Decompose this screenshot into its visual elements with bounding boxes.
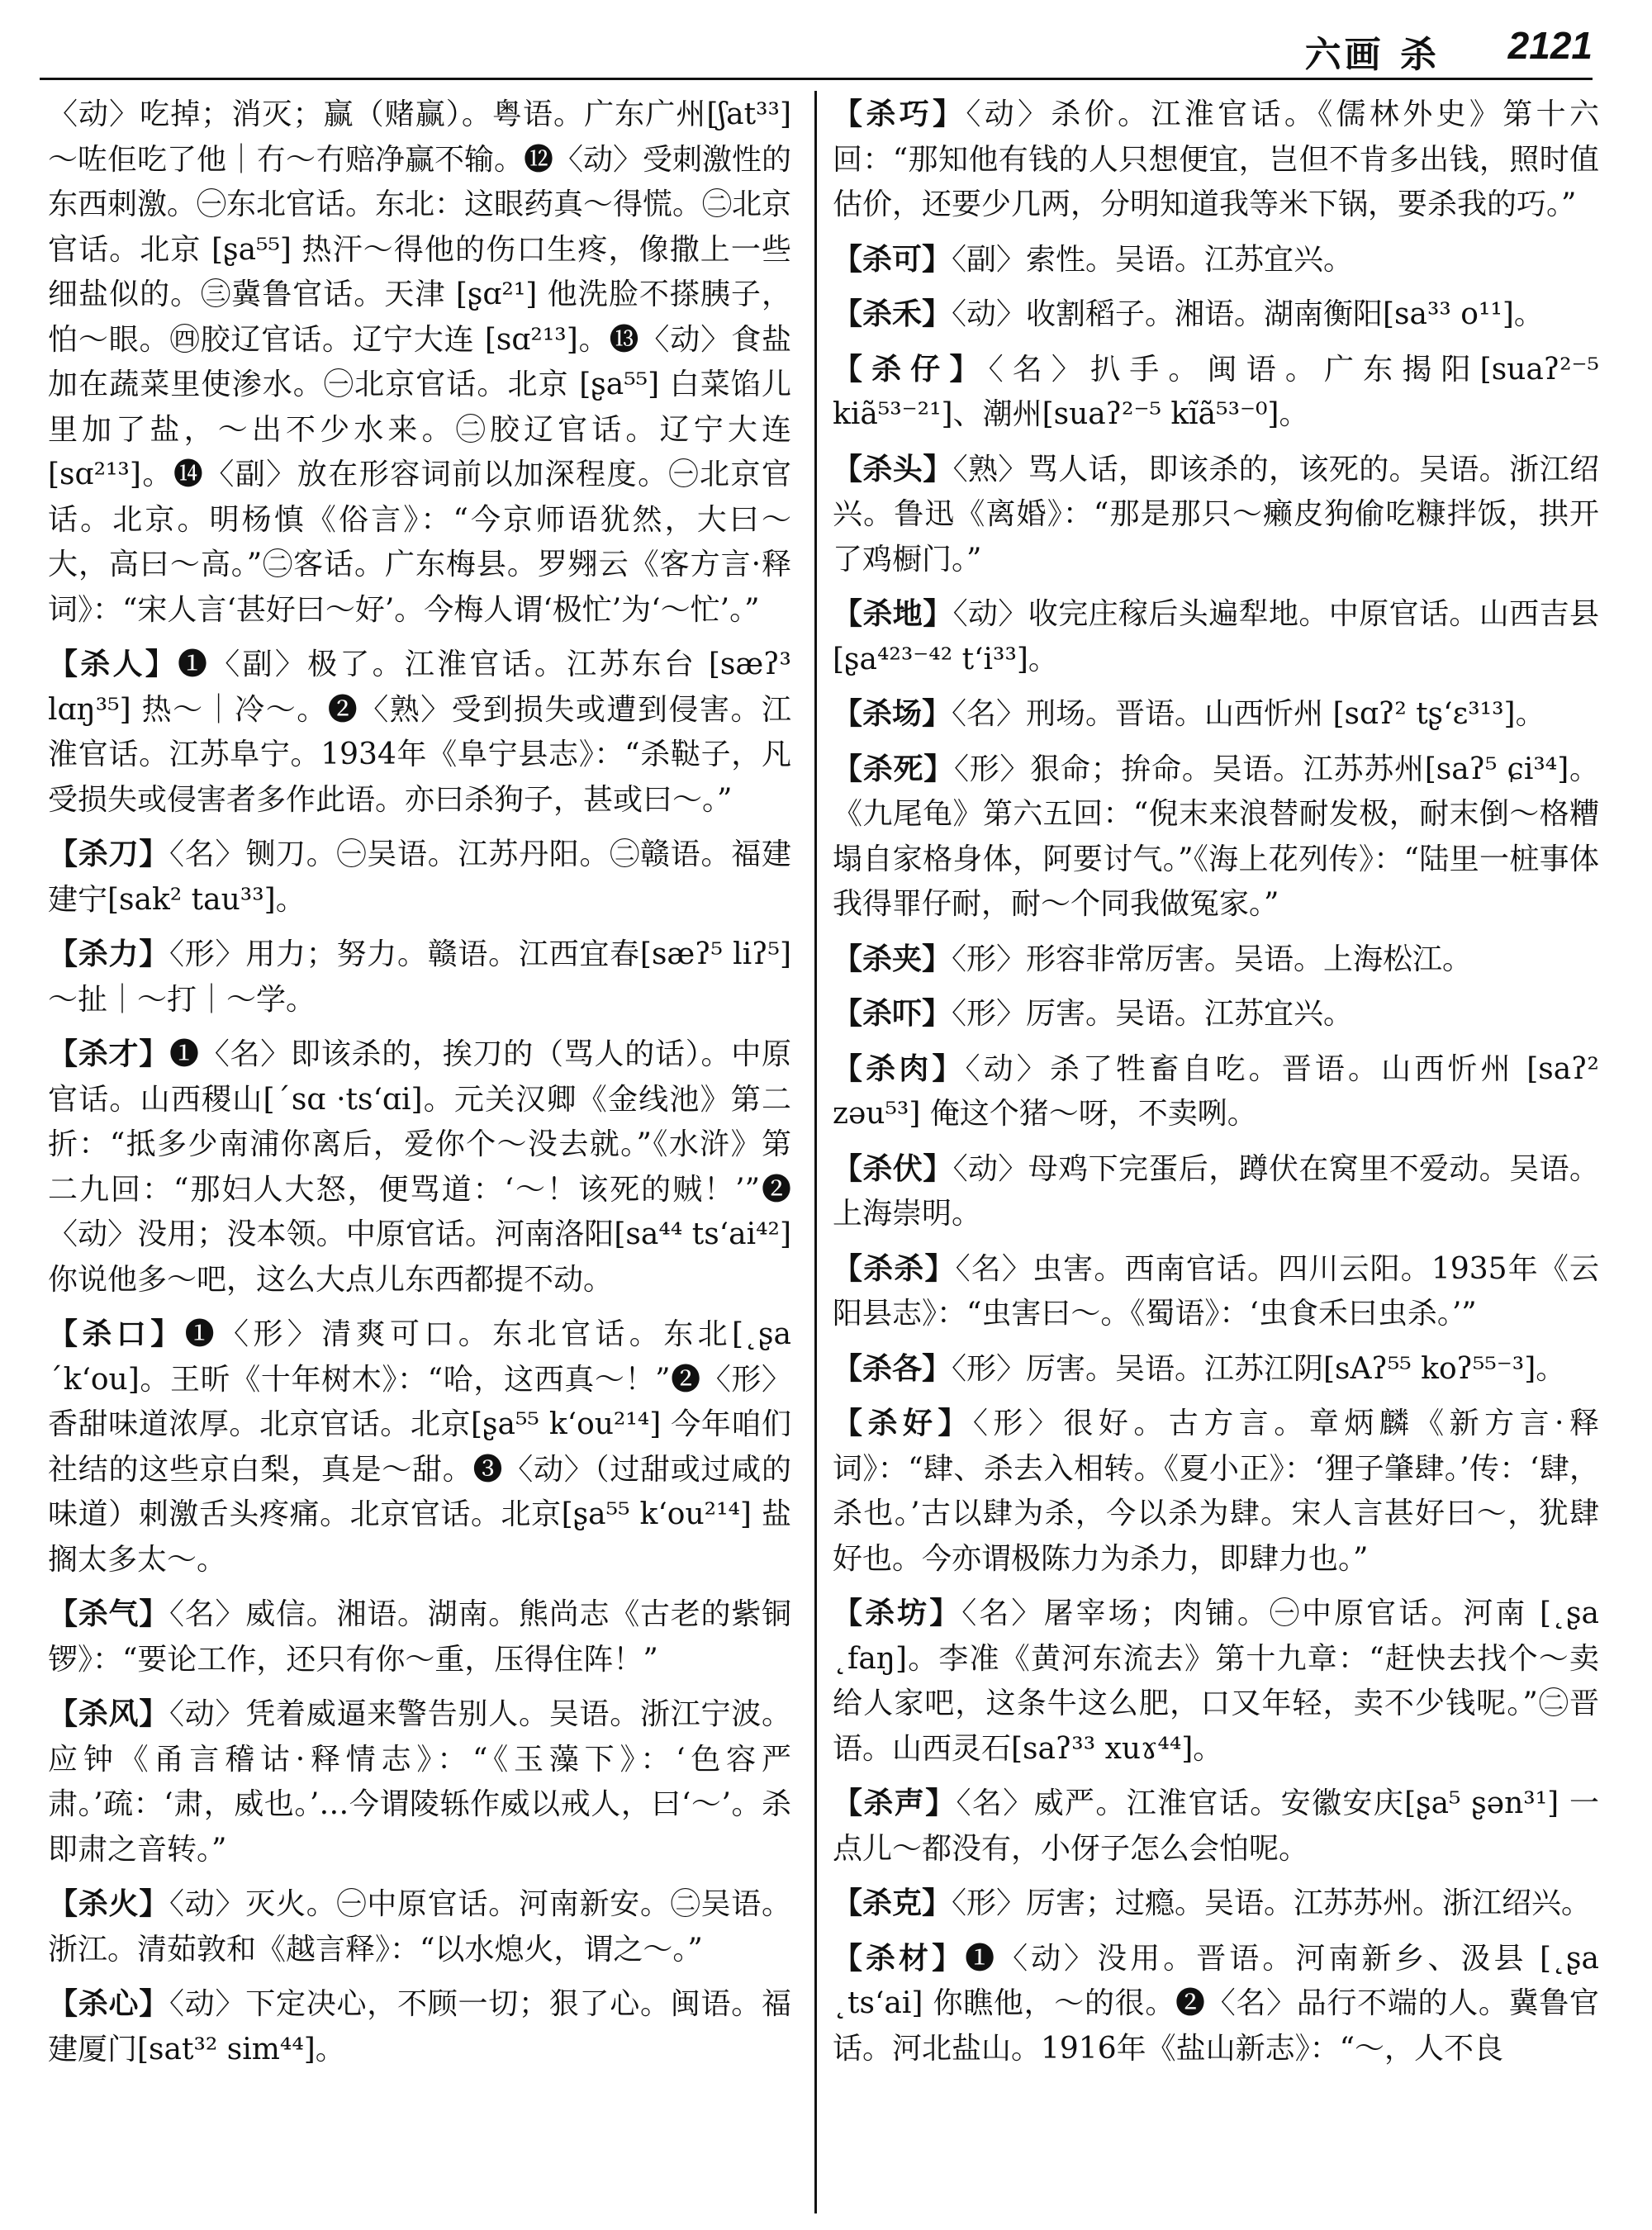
entry-text: 〈动〉凭着威逼来警告别人。吴语。浙江宁波。应钟《甬言稽诂·释情志》：“《玉藻下》：‘色容严肃。’疏：‘肃，威也。’…今谓陵轹作威以戒人，曰‘～’。杀即肃之音转。” xyxy=(48,1697,791,1867)
left-column xyxy=(48,93,791,2215)
dictionary-entry xyxy=(48,1982,791,2072)
entry-text: 〈名〉虫害。西南官话。四川云阳。1935年《云阳县志》：“虫害曰～。《蜀语》：‘虫食禾曰虫杀。’” xyxy=(833,1251,1599,1331)
entry-headword: 【杀仔】 xyxy=(833,352,989,387)
entry-headword: 【杀吓】 xyxy=(833,997,952,1031)
dictionary-entry xyxy=(48,643,791,823)
entry-text: 〈动〉灭火。㊀中原官话。河南新安。㊁吴语。浙江。清茹敦和《越言释》：“以水熄火，谓之～。” xyxy=(48,1887,791,1967)
entry-text: 〈名〉威信。湘语。湖南。熊尚志《古老的紫铜锣》：“要论工作，还只有你～重，压得住阵！” xyxy=(48,1597,791,1677)
entry-text: 〈动〉收割稻子。湘语。湖南衡阳[sa³³ o¹¹]。 xyxy=(952,297,1544,331)
entry-headword: 【杀肉】 xyxy=(833,1051,966,1086)
entry-headword: 【杀才】 xyxy=(48,1037,169,1071)
entry-text: 〈形〉很好。古方言。章炳麟《新方言·释词》：“肆、杀去入相转。《夏小正》：‘狸子肇肆。’传：‘肆，杀也。’古以肆为杀，今以杀为肆。宋人言甚好曰～，犹肆好也。今亦谓极陈力为杀力，即肆力也。” xyxy=(833,1407,1599,1576)
dictionary-entry xyxy=(833,1147,1599,1237)
entry-headword: 【杀禾】 xyxy=(833,297,952,331)
entry-text: ❶〈名〉即该杀的，挨刀的（骂人的话）。中原官话。山西稷山[ˊsɑ ·tsʻɑi]。元关汉卿《金线池》第二折：“抵多少南浦你离后，爱你个～没去就。”《水浒》第二九回：“那妇人大怒，便骂道：‘～！该死的贼！’”❷〈动〉没用；没本领。中原官话。河南洛阳[sa⁴⁴ tsʻai⁴²] 你说他多～吧，这么大点儿东西都提不动。 xyxy=(48,1037,791,1297)
dictionary-entry xyxy=(833,1881,1599,1927)
entry-headword: 【杀火】 xyxy=(48,1887,169,1921)
entry-headword: 【杀口】 xyxy=(48,1317,185,1351)
entry-text: 〈副〉索性。吴语。江苏宜兴。 xyxy=(952,242,1354,277)
dictionary-entry xyxy=(833,992,1599,1037)
dictionary-entry xyxy=(833,93,1599,228)
dictionary-entry xyxy=(833,1402,1599,1582)
entry-text: 〈形〉形容非常厉害。吴语。上海松江。 xyxy=(952,942,1473,976)
entry-headword: 【杀可】 xyxy=(833,242,952,277)
entry-headword: 【杀好】 xyxy=(833,1407,973,1440)
entry-text: 〈动〉杀价。江淮官话。《儒林外史》第十六回：“那知他有钱的人只想便宜，岂但不肯多出钱，照时值估价，还要少几两，分明知道我等米下锅，要杀我的巧。” xyxy=(833,97,1599,221)
entry-text: ❶〈动〉没用。晋语。河南新乡、汲县 [˛ʂa ˛tsʻai] 你瞧他，～的很。❷〈名〉品行不端的人。冀鲁官话。河北盐山。1916年《盐山新志》：“～，人不良 xyxy=(833,1941,1599,2066)
entry-text: 〈形〉厉害；过瘾。吴语。江苏苏州。浙江绍兴。 xyxy=(952,1886,1592,1920)
column-divider xyxy=(814,91,817,2213)
entry-headword: 【杀材】 xyxy=(833,1941,966,1976)
entry-headword: 【杀场】 xyxy=(833,697,952,731)
entry-headword: 【杀气】 xyxy=(48,1597,169,1631)
entry-text: ❶〈形〉清爽可口。东北官话。东北[˛ʂa ˊkʻou]。王昕《十年树木》：“哈，这西真～！”❷〈形〉香甜味道浓厚。北京官话。北京[ʂa⁵⁵ kʻou²¹⁴] 今年咱们社结的这些京白梨，真是～甜。❸〈动〉（过甜或过咸的味道）刺激舌头疼痛。北京官话。北京[ʂa⁵⁵ kʻou²¹⁴] 盐搁太多太～。 xyxy=(48,1317,791,1577)
entry-text: 〈形〉狠命；拚命。吴语。江苏苏州[saʔ⁵ ɕi³⁴]。《九尾龟》第六五回：“倪末来浪替耐发极，耐末倒～格糟塌自家格身体，阿要讨气。”《海上花列传》：“陆里一桩事体我得罪仔耐，耐～个同我做冤家。” xyxy=(833,752,1599,921)
dictionary-entry xyxy=(833,592,1599,682)
page-number: 2121 xyxy=(1507,24,1593,67)
entry-text: 〈形〉厉害。吴语。江苏江阴[sAʔ⁵⁵ koʔ⁵⁵⁻³]。 xyxy=(952,1351,1566,1386)
entry-headword: 【杀心】 xyxy=(48,1987,169,2021)
dictionary-entry xyxy=(833,1347,1599,1393)
entry-text: 〈动〉杀了牲畜自吃。晋语。山西忻州 [saʔ² zəu⁵³] 俺这个猪～呀，不卖咧。 xyxy=(833,1051,1599,1131)
entry-text: 〈形〉厉害。吴语。江苏宜兴。 xyxy=(952,997,1354,1031)
entry-text: 〈形〉用力；努力。赣语。江西宜春[sæʔ⁵ liʔ⁵]～扯｜～打｜～学。 xyxy=(48,937,791,1017)
entry-text: 〈熟〉骂人话，即该杀的，该死的。吴语。浙江绍兴。鲁迅《离婚》：“那是那只～癞皮狗偷吃糠拌饭，拱开了鸡橱门。” xyxy=(833,452,1599,576)
entry-headword: 【杀刀】 xyxy=(48,837,169,871)
entry-headword: 【杀风】 xyxy=(48,1697,169,1731)
entry-headword: 【杀巧】 xyxy=(833,97,966,131)
right-column xyxy=(833,93,1599,2215)
dictionary-entry xyxy=(833,348,1599,438)
dictionary-entry xyxy=(833,292,1599,338)
entry-text: ❶〈副〉极了。江淮官话。江苏东台 [sæʔ³ lɑŋ³⁵] 热～｜冷～。❷〈熟〉受到损失或遭到侵害。江淮官话。江苏阜宁。1934年《阜宁县志》：“杀鞑子，凡受损失或侵害者多作此语。亦曰杀狗子，甚或曰～。” xyxy=(48,648,791,817)
dictionary-entry xyxy=(833,1047,1599,1137)
dictionary-entry xyxy=(833,692,1599,738)
dictionary-entry xyxy=(48,833,791,923)
dictionary-entry xyxy=(48,1592,791,1682)
running-head: 六画 杀 xyxy=(1304,34,1440,76)
entry-headword: 【杀杀】 xyxy=(833,1251,956,1286)
entry-headword: 【杀力】 xyxy=(48,937,169,971)
entry-headword: 【杀坊】 xyxy=(833,1597,962,1630)
dictionary-entry xyxy=(48,1032,791,1302)
dictionary-entry xyxy=(833,747,1599,928)
dictionary-entry xyxy=(833,238,1599,283)
dictionary-entry xyxy=(48,1312,791,1582)
dictionary-entry xyxy=(48,932,791,1022)
entry-text: 〈名〉威严。江淮官话。安徽安庆[ʂa⁵ ʂən³¹] 一点儿～都没有，小伢子怎么会怕呢。 xyxy=(833,1786,1599,1866)
dictionary-entry xyxy=(48,93,791,633)
entry-headword: 【杀人】 xyxy=(48,648,178,681)
entry-headword: 【杀伏】 xyxy=(833,1151,953,1186)
dictionary-entry xyxy=(833,1782,1599,1872)
dictionary-entry xyxy=(48,1692,791,1872)
dictionary-entry xyxy=(833,1247,1599,1337)
entry-text: 〈动〉收完庄稼后头遍犁地。中原官话。山西吉县[ʂa⁴²³⁻⁴² tʻi³³]。 xyxy=(833,597,1599,676)
dictionary-entry xyxy=(833,448,1599,583)
entry-headword: 【杀夹】 xyxy=(833,942,952,976)
dictionary-entry xyxy=(833,1937,1599,2072)
header-rule xyxy=(40,78,1593,80)
entry-headword: 【杀死】 xyxy=(833,752,954,786)
entry-text: 〈动〉吃掉；消灭；赢（赌赢）。粤语。广东广州[ʃat³³]～咗佢吃了他｜冇～冇赔净赢不输。⓬〈动〉受刺激性的东西刺激。㊀东北官话。东北：这眼药真～得慌。㊁北京官话。北京 [ʂa⁵⁵] 热汗～得他的伤口生疼，像撒上一些细盐似的。㊂冀鲁官话。天津 [ʂɑ²¹] 他洗脸不搽胰子，怕～眼。㊃胶辽官话。辽宁大连 [sɑ²¹³]。⓭〈动〉食盐加在蔬菜里使渗水。㊀北京官话。北京 [ʂa⁵⁵] 白菜馅儿里加了盐，～出不少水来。㊁胶辽官话。辽宁大连[sɑ²¹³]。⓮〈副〉放在形容词前以加深程度。㊀北京官话。北京。明杨慎《俗言》：“今京师语犹然，大曰～大，高曰～高。”㊁客话。广东梅县。罗翙云《客方言·释词》：“宋人言‘甚好曰～好’。今梅人谓‘极忙’为‘～忙’。” xyxy=(48,97,791,627)
entry-text: 〈名〉铡刀。㊀吴语。江苏丹阳。㊁赣语。福建建宁[sak² tau³³]。 xyxy=(48,837,791,917)
dictionary-entry xyxy=(48,1882,791,1972)
entry-headword: 【杀声】 xyxy=(833,1786,957,1820)
entry-text: 〈名〉刑场。晋语。山西忻州 [sɑʔ² tʂʻɛ³¹³]。 xyxy=(952,697,1545,731)
entry-text: 〈动〉下定决心，不顾一切；狠了心。闽语。福建厦门[sat³² sim⁴⁴]。 xyxy=(48,1987,791,2066)
entry-headword: 【杀地】 xyxy=(833,597,953,631)
entry-headword: 【杀各】 xyxy=(833,1351,952,1386)
entry-text: 〈名〉屠宰场；肉铺。㊀中原官话。河南 [˛ʂa ˛faŋ]。李准《黄河东流去》第十九章：“赶快去找个～卖给人家吧，这条牛这么肥，口又年轻，卖不少钱呢。”㊁晋语。山西灵石[saʔ³³ xuɤ⁴⁴]。 xyxy=(833,1597,1599,1766)
entry-headword: 【杀克】 xyxy=(833,1886,952,1920)
entry-headword: 【杀头】 xyxy=(833,452,953,486)
page-header xyxy=(40,18,1593,76)
dictionary-entry xyxy=(833,937,1599,983)
entry-text: 〈名〉扒手。闽语。广东揭阳[suaʔ²⁻⁵ kiã⁵³⁻²¹]、潮州[suaʔ²⁻⁵ kĩã⁵³⁻⁰]。 xyxy=(833,352,1599,431)
entry-text: 〈动〉母鸡下完蛋后，蹲伏在窝里不爱动。吴语。上海崇明。 xyxy=(833,1151,1599,1231)
dictionary-entry xyxy=(833,1592,1599,1772)
